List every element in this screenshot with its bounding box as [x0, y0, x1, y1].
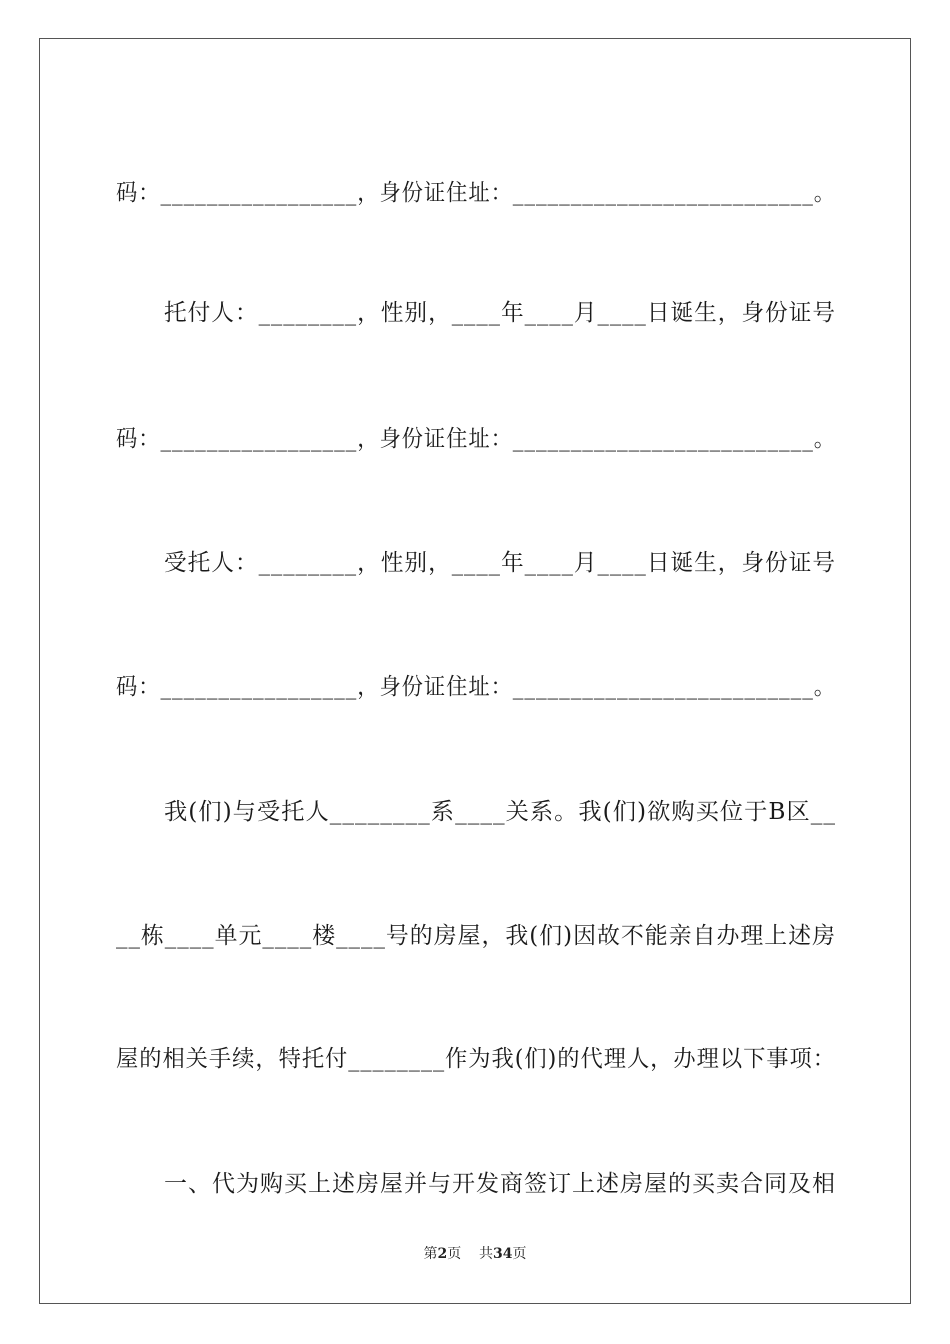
- page-number: 2: [437, 1246, 448, 1262]
- text-line-8: [0, 999, 950, 1072]
- total-suffix: 页: [512, 1246, 527, 1262]
- text-line-1: [0, 133, 950, 206]
- line-text: 码：_________________，身份证住址：__________________________。: [116, 674, 836, 700]
- line-text: 码：_________________，身份证住址：__________________________。: [116, 180, 836, 206]
- line-text: 一、代为购买上述房屋并与开发商签订上述房屋的买卖合同及相: [164, 1171, 836, 1197]
- text-line-5: [0, 627, 950, 700]
- total-prefix: 共: [479, 1246, 494, 1262]
- line-text: __栋____单元____楼____号的房屋，我(们)因故不能亲自办理上述房: [116, 923, 836, 949]
- total-pages: 34: [493, 1246, 513, 1262]
- page-prefix: 第: [423, 1246, 438, 1262]
- line-text: 屋的相关手续，特托付________作为我(们)的代理人，办理以下事项：: [116, 1046, 836, 1072]
- line-text: 受托人：________，性别，____年____月____日诞生，身份证号: [164, 550, 836, 576]
- text-line-9: [0, 1124, 950, 1197]
- line-text: 码：_________________，身份证住址：__________________________。: [116, 426, 836, 452]
- line-text: 我(们)与受托人________系____关系。我(们)欲购买位于B区__: [164, 799, 836, 825]
- text-line-7: [0, 876, 950, 949]
- text-line-6: [0, 752, 950, 825]
- text-line-3: [0, 379, 950, 452]
- page-footer: [0, 1244, 950, 1264]
- line-text: 托付人：________，性别，____年____月____日诞生，身份证号: [164, 300, 836, 326]
- text-line-4: [0, 503, 950, 576]
- text-line-2: [0, 253, 950, 326]
- page-suffix: 页: [447, 1246, 462, 1262]
